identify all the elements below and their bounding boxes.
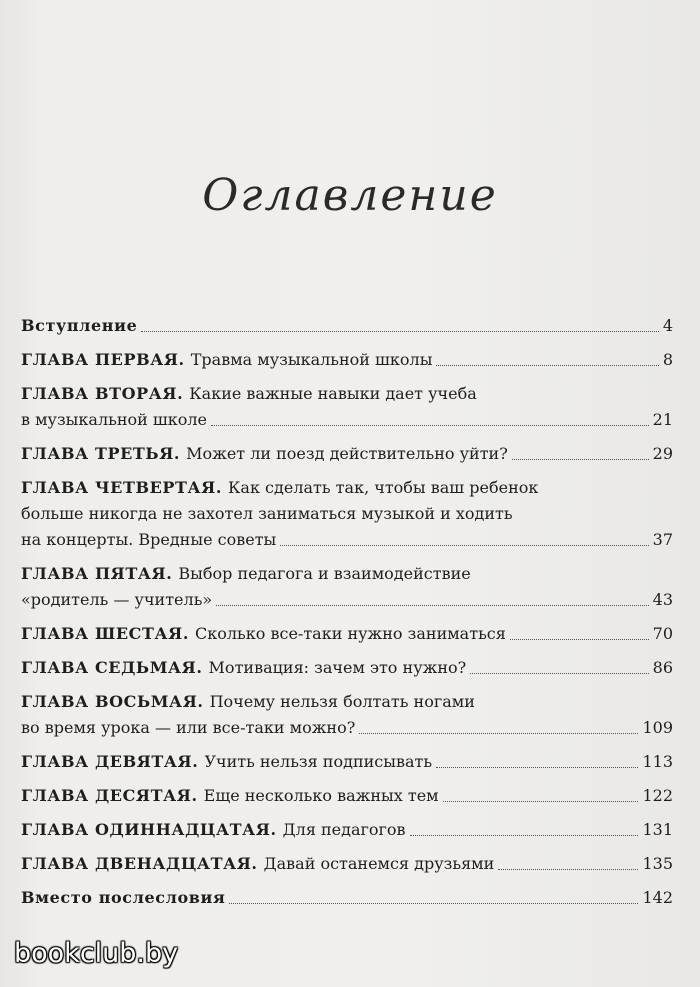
toc-line (21, 587, 673, 613)
page-number: 43 (652, 590, 673, 609)
toc-line (21, 313, 673, 339)
chapter-title: Может ли поезд действительно уйти? (186, 444, 508, 463)
chapter-title: Почему нельзя болтать ногами (209, 692, 475, 711)
page-number: 37 (652, 530, 673, 549)
chapter-title: Давай останемся друзьями (263, 854, 495, 873)
chapter-heading: ГЛАВА ЧЕТВЕРТАЯ. (21, 478, 223, 497)
toc-entry (21, 851, 673, 877)
dot-leader (280, 545, 648, 546)
toc-line (21, 689, 673, 715)
chapter-title: Выбор педагога и взаимодействие (178, 564, 471, 583)
dot-leader (216, 605, 648, 606)
toc-entry (21, 347, 673, 373)
page-number: 70 (652, 624, 673, 643)
dot-leader (470, 673, 648, 674)
toc-entry (21, 475, 673, 553)
page-number: 21 (652, 410, 673, 429)
chapter-heading: ГЛАВА ДЕВЯТАЯ. (21, 752, 199, 771)
toc-entry (21, 561, 673, 613)
chapter-heading: ГЛАВА ТРЕТЬЯ. (21, 444, 181, 463)
toc-line (21, 501, 673, 527)
toc-line (21, 347, 673, 373)
table-of-contents (21, 313, 673, 911)
page-number: 113 (642, 752, 673, 771)
chapter-title: Как сделать так, чтобы ваш ребенок (228, 478, 539, 497)
chapter-heading: ГЛАВА ДЕСЯТАЯ. (21, 786, 198, 805)
toc-line (21, 561, 673, 587)
dot-leader (229, 903, 638, 904)
chapter-title-continued: больше никогда не захотел заниматься музыкой и ходить (21, 504, 513, 523)
dot-leader (211, 425, 649, 426)
page-number: 142 (642, 888, 673, 907)
dot-leader (436, 365, 658, 366)
toc-line (21, 749, 673, 775)
dot-leader (436, 767, 638, 768)
toc-line (21, 655, 673, 681)
chapter-title: Травма музыкальной школы (190, 350, 433, 369)
toc-line (21, 715, 673, 741)
page-number: 4 (662, 316, 673, 335)
watermark: bookclub.by (14, 938, 179, 969)
toc-line (21, 381, 673, 407)
toc-line (21, 475, 673, 501)
chapter-heading: ГЛАВА ОДИННАДЦАТАЯ. (21, 820, 277, 839)
toc-line (21, 527, 673, 553)
page-number: 86 (652, 658, 673, 677)
chapter-heading: ГЛАВА ПЕРВАЯ. (21, 350, 185, 369)
toc-entry (21, 817, 673, 843)
chapter-heading: ГЛАВА СЕДЬМАЯ. (21, 658, 203, 677)
toc-entry (21, 441, 673, 467)
chapter-title-continued: в музыкальной школе (21, 410, 208, 429)
chapter-title: Еще несколько важных тем (203, 786, 439, 805)
page-number: 131 (642, 820, 673, 839)
chapter-title: Для педагогов (282, 820, 406, 839)
page-title: Оглавление (202, 170, 498, 221)
toc-line (21, 817, 673, 843)
toc-line (21, 621, 673, 647)
toc-entry (21, 783, 673, 809)
chapter-heading: ГЛАВА ВТОРАЯ. (21, 384, 184, 403)
toc-entry (21, 313, 673, 339)
toc-entry (21, 689, 673, 741)
chapter-heading: Вступление (21, 316, 138, 335)
toc-entry (21, 655, 673, 681)
dot-leader (141, 331, 658, 332)
chapter-heading: ГЛАВА ПЯТАЯ. (21, 564, 173, 583)
toc-entry (21, 885, 673, 911)
dot-leader (512, 459, 649, 460)
chapter-title: Мотивация: зачем это нужно? (208, 658, 467, 677)
chapter-title-continued: «родитель — учитель» (21, 590, 213, 609)
dot-leader (410, 835, 639, 836)
page-number: 109 (642, 718, 673, 737)
page-number: 8 (662, 350, 673, 369)
toc-line (21, 885, 673, 911)
chapter-heading: Вместо послесловия (21, 888, 226, 907)
chapter-title: Сколько все-таки нужно заниматься (195, 624, 506, 643)
dot-leader (510, 639, 649, 640)
chapter-heading: ГЛАВА ШЕСТАЯ. (21, 624, 189, 643)
toc-entry (21, 381, 673, 433)
toc-line (21, 851, 673, 877)
dot-leader (359, 733, 638, 734)
page-number: 122 (642, 786, 673, 805)
chapter-title: Учить нельзя подписывать (204, 752, 433, 771)
chapter-heading: ГЛАВА ДВЕНАДЦАТАЯ. (21, 854, 258, 873)
dot-leader (443, 801, 639, 802)
page-number: 135 (642, 854, 673, 873)
chapter-title-continued: во время урока — или все-таки можно? (21, 718, 356, 737)
chapter-title: Какие важные навыки дает учеба (189, 384, 477, 403)
toc-entry (21, 749, 673, 775)
toc-line (21, 441, 673, 467)
page-number: 29 (652, 444, 673, 463)
toc-line (21, 783, 673, 809)
toc-entry (21, 621, 673, 647)
dot-leader (498, 869, 638, 870)
chapter-title-continued: на концерты. Вредные советы (21, 530, 277, 549)
toc-line (21, 407, 673, 433)
chapter-heading: ГЛАВА ВОСЬМАЯ. (21, 692, 204, 711)
